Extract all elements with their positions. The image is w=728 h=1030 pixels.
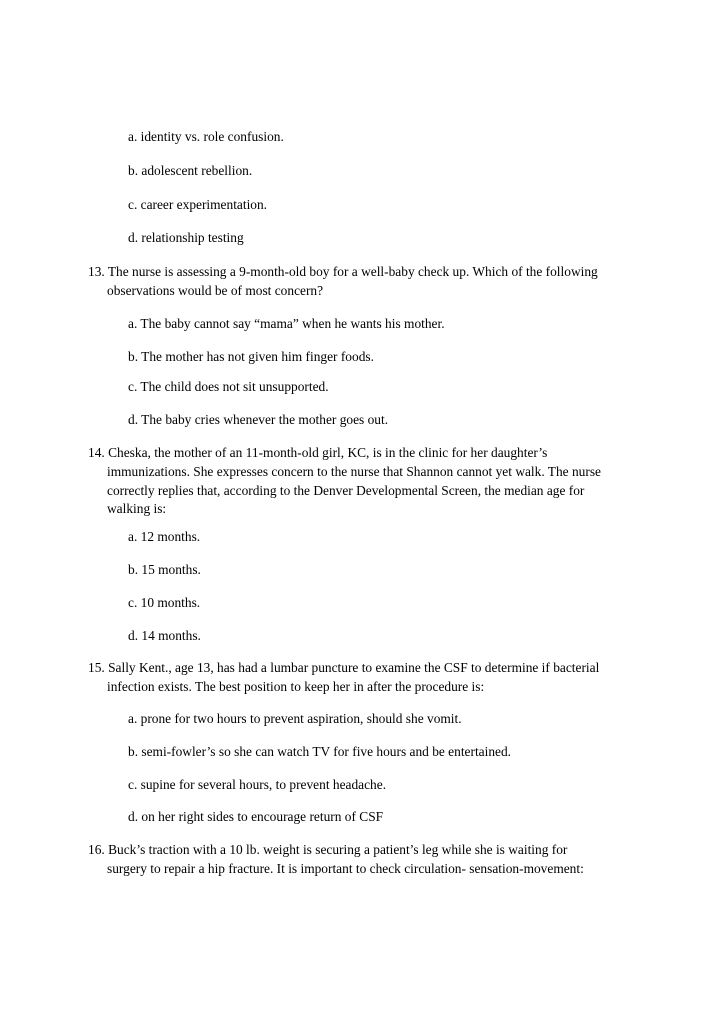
question-14-stem: 14. Cheska, the mother of an 11-month-old girl, KC, is in the clinic for her daughter’s — [88, 445, 548, 460]
option-line: d. relationship testing — [128, 230, 244, 245]
option-line: a. identity vs. role confusion. — [128, 129, 284, 144]
option-line: b. semi-fowler’s so she can watch TV for five hours and be entertained. — [128, 744, 512, 759]
option-line: a. The baby cannot say “mama” when he wants his mother. — [128, 316, 445, 331]
question-15-stem: 15. Sally Kent., age 13, has had a lumbar puncture to examine the CSF to determine if bacterial — [88, 660, 600, 675]
option-line: d. The baby cries whenever the mother goes out. — [128, 412, 389, 427]
option-line: d. 14 months. — [128, 628, 201, 643]
option-line: c. career experimentation. — [128, 197, 268, 212]
question-13-stem-cont: observations would be of most concern? — [107, 283, 324, 298]
question-14-stem-cont: walking is: — [107, 501, 167, 516]
question-14-stem-cont: correctly replies that, according to the Denver Developmental Screen, the median age for — [107, 483, 585, 498]
question-13-stem: 13. The nurse is assessing a 9-month-old boy for a well-baby check up. Which of the following — [88, 264, 598, 279]
option-line: d. on her right sides to encourage return of CSF — [128, 809, 384, 824]
question-15-stem-cont: infection exists. The best position to keep her in after the procedure is: — [107, 679, 485, 694]
option-line: c. The child does not sit unsupported. — [128, 379, 329, 394]
option-line: a. 12 months. — [128, 529, 201, 544]
option-line: b. adolescent rebellion. — [128, 163, 253, 178]
question-14-stem-cont: immunizations. She expresses concern to the nurse that Shannon cannot yet walk. The nurse — [107, 464, 601, 479]
option-line: a. prone for two hours to prevent aspiration, should she vomit. — [128, 711, 462, 726]
option-line: c. 10 months. — [128, 595, 201, 610]
question-16-stem-cont: surgery to repair a hip fracture. It is important to check circulation- sensation-movement: — [107, 861, 584, 876]
option-line: c. supine for several hours, to prevent headache. — [128, 777, 387, 792]
option-line: b. The mother has not given him finger foods. — [128, 349, 374, 364]
option-line: b. 15 months. — [128, 562, 201, 577]
question-16-stem: 16. Buck’s traction with a 10 lb. weight is securing a patient’s leg while she is waiting for — [88, 842, 568, 857]
